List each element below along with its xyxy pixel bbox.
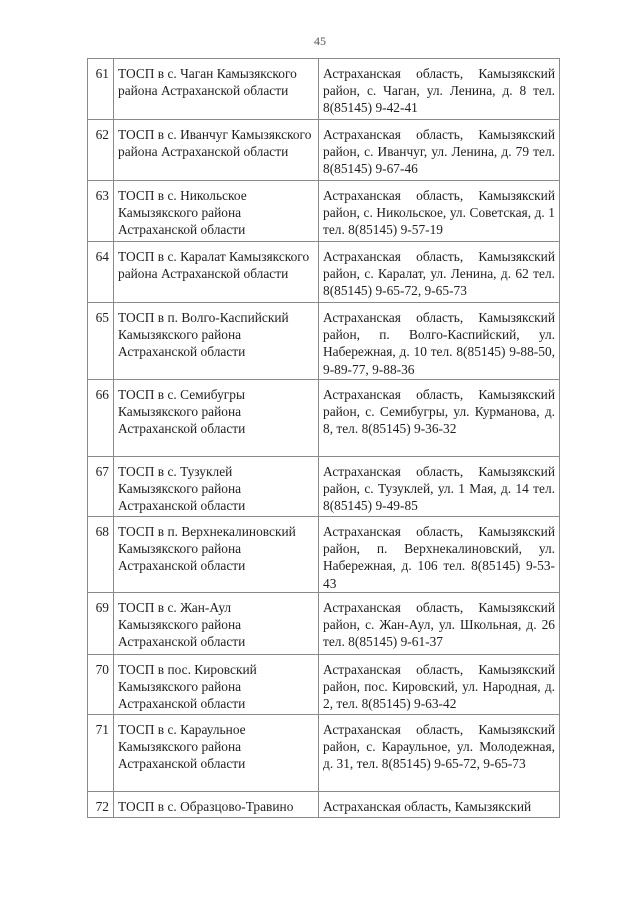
table-row: [88, 303, 560, 380]
row-number: 62: [88, 120, 114, 181]
office-name: ТОСП в с. Семибугры Камызякского района Астраханской области: [114, 380, 319, 457]
table-row: [88, 457, 560, 517]
office-address: Астраханская область, Камызякский район, с. Жан-Аул, ул. Школьная, д. 26 тел. 8(85145) 9-61-37: [319, 593, 560, 655]
table-row: [88, 792, 560, 818]
table-row: [88, 380, 560, 457]
office-address: Астраханская область, Камызякский район, с. Караульное, ул. Молодежная, д. 31, тел. 8(85145) 9-65-72, 9-65-73: [319, 715, 560, 792]
table-row: [88, 593, 560, 655]
office-address: Астраханская область, Камызякский район, с. Каралат, ул. Ленина, д. 62 тел. 8(85145) 9-65-72, 9-65-73: [319, 242, 560, 303]
office-address: Астраханская область, Камызякский район, п. Верхнекалиновский, ул. Набережная, д. 106 тел. 8(85145) 9-53-43: [319, 517, 560, 593]
table-row: [88, 517, 560, 593]
office-name: ТОСП в с. Тузуклей Камызякского района Астраханской области: [114, 457, 319, 517]
office-address: Астраханская область, Камызякский: [319, 792, 560, 818]
office-name: ТОСП в с. Жан-Аул Камызякского района Астраханской области: [114, 593, 319, 655]
table-row: [88, 655, 560, 715]
office-address: Астраханская область, Камызякский район, с. Тузуклей, ул. 1 Мая, д. 14 тел. 8(85145) 9-49-85: [319, 457, 560, 517]
office-name: ТОСП в пос. Кировский Камызякского района Астраханской области: [114, 655, 319, 715]
row-number: 66: [88, 380, 114, 457]
office-address: Астраханская область, Камызякский район, с. Семибугры, ул. Курманова, д. 8, тел. 8(85145) 9-36-32: [319, 380, 560, 457]
office-name: ТОСП в п. Верхнекалиновский Камызякского района Астраханской области: [114, 517, 319, 593]
row-number: 63: [88, 181, 114, 242]
page-number: 45: [314, 34, 326, 48]
office-name: ТОСП в с. Образцово-Травино: [114, 792, 319, 818]
office-address: Астраханская область, Камызякский район, п. Волго-Каспийский, ул. Набережная, д. 10 тел. 8(85145) 9-88-50, 9-89-77, 9-88-36: [319, 303, 560, 380]
table-row: [88, 59, 560, 120]
table-row: [88, 242, 560, 303]
row-number: 65: [88, 303, 114, 380]
office-address: Астраханская область, Камызякский район, пос. Кировский, ул. Народная, д. 2, тел. 8(85145) 9-63-42: [319, 655, 560, 715]
row-number: 71: [88, 715, 114, 792]
row-number: 70: [88, 655, 114, 715]
table-row: [88, 120, 560, 181]
office-address: Астраханская область, Камызякский район, с. Иванчуг, ул. Ленина, д. 79 тел. 8(85145) 9-67-46: [319, 120, 560, 181]
office-name: ТОСП в с. Иванчуг Камызякского района Астраханской области: [114, 120, 319, 181]
row-number: 72: [88, 792, 114, 818]
row-number: 68: [88, 517, 114, 593]
office-name: ТОСП в с. Каралат Камызякского района Астраханской области: [114, 242, 319, 303]
table-row: [88, 181, 560, 242]
table-row: [88, 715, 560, 792]
office-address: Астраханская область, Камызякский район, с. Никольское, ул. Советская, д. 1 тел. 8(85145) 9-57-19: [319, 181, 560, 242]
office-name: ТОСП в с. Караульное Камызякского района Астраханской области: [114, 715, 319, 792]
office-name: ТОСП в п. Волго-Каспийский Камызякского района Астраханской области: [114, 303, 319, 380]
row-number: 69: [88, 593, 114, 655]
branch-table: [87, 58, 560, 818]
office-name: ТОСП в с. Никольское Камызякского района Астраханской области: [114, 181, 319, 242]
row-number: 64: [88, 242, 114, 303]
row-number: 67: [88, 457, 114, 517]
office-address: Астраханская область, Камызякский район, с. Чаган, ул. Ленина, д. 8 тел. 8(85145) 9-42-41: [319, 59, 560, 120]
row-number: 61: [88, 59, 114, 120]
office-name: ТОСП в с. Чаган Камызякского района Астраханской области: [114, 59, 319, 120]
